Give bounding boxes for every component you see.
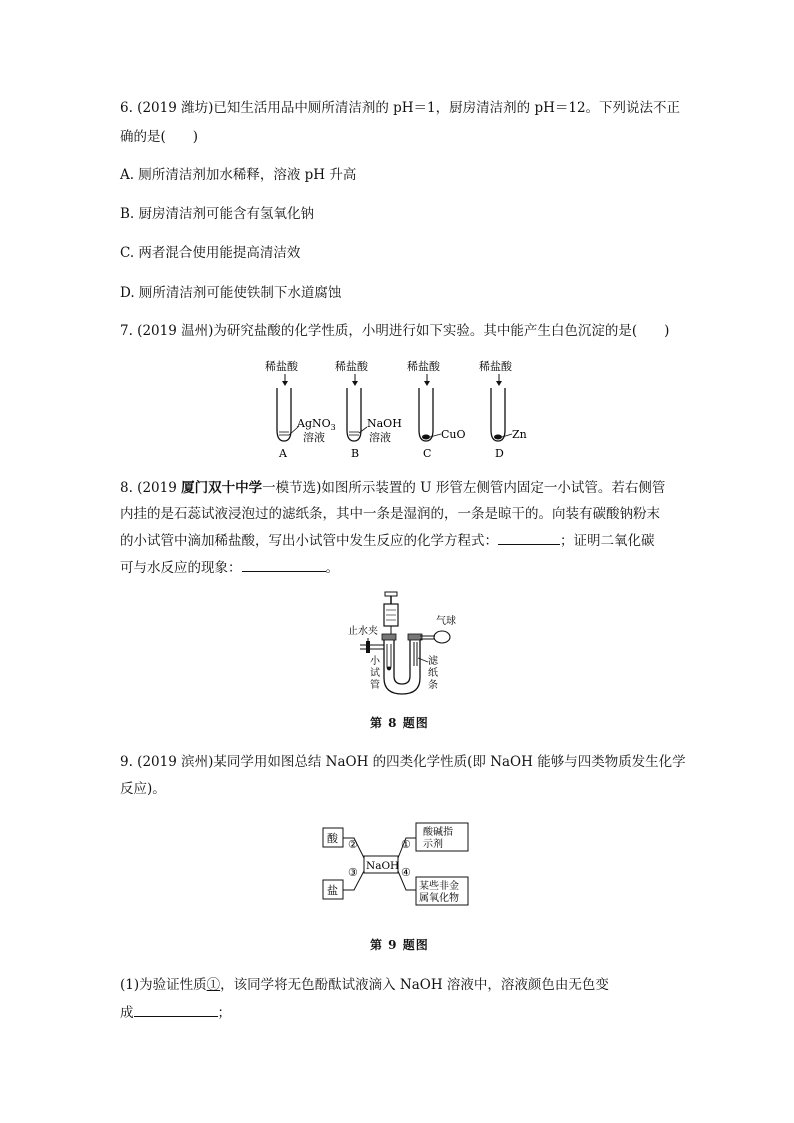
oxide-box-line1: 某些非金 — [419, 881, 459, 892]
tube-a-reagent: AgNO$_3$ — [297, 417, 336, 432]
small-tube-label-2: 试 — [370, 668, 380, 679]
q6-option-a: A. 厕所清洁剂加水稀释，溶液 pH 升高 — [120, 167, 357, 183]
q8-line3 — [120, 530, 655, 551]
q9-color-blank[interactable] — [134, 1002, 218, 1017]
q9-sub1-c: 成 — [120, 1005, 134, 1021]
property-num-1: ① — [401, 838, 411, 851]
property-num-4: ④ — [401, 866, 411, 879]
tube-d-letter: D — [495, 447, 504, 460]
tube-b-letter: B — [351, 447, 360, 460]
indicator-box-line2: 示剂 — [423, 839, 443, 850]
q8-school: 厦门双十中学 — [181, 480, 263, 496]
balloon-label: 气球 — [436, 616, 456, 627]
oxide-box-line2: 属氧化物 — [419, 893, 459, 904]
property-num-2: ② — [348, 838, 358, 851]
tube-b-acid-label: 稀盐酸 — [335, 360, 368, 373]
q6-option-c: C. 两者混合使用能提高清洁效 — [120, 245, 301, 261]
tube-d-reagent: Zn — [512, 428, 527, 441]
tube-d-acid-label: 稀盐酸 — [479, 360, 512, 373]
tube-a — [265, 359, 336, 460]
indicator-box-line1: 酸碱指 — [423, 827, 453, 838]
q9-line2: 反应)。 — [120, 781, 166, 797]
q8-u-tube-apparatus — [340, 590, 470, 700]
tube-b-reagent: NaOH — [367, 417, 402, 430]
q9-figure-caption: 第 9 题图 — [370, 938, 429, 952]
tube-a-letter: A — [279, 447, 287, 460]
q9-sub1-line2 — [120, 1002, 231, 1023]
small-tube-label-1: 小 — [370, 656, 380, 667]
q8-line3-b: ；证明二氧化碳 — [560, 533, 655, 549]
naoh-center-label: NaOH — [366, 860, 400, 872]
q9-sub1-b: ，该同学将无色酚酞试液滴入 NaOH 溶液中，溶液颜色由无色变 — [220, 977, 609, 993]
q8-line4-a: 可与水反应的现象： — [120, 560, 242, 576]
tube-b — [335, 359, 402, 460]
q8-line4 — [120, 557, 339, 578]
q7-stem: 7. (2019 温州)为研究盐酸的化学性质，小明进行如下实验。其中能产生白色沉淀的是( ) — [120, 323, 670, 339]
q6-stem-line2: 确的是( ) — [120, 129, 199, 145]
q9-sub1-line1 — [120, 975, 609, 995]
q6-option-d: D. 厕所清洁剂可能使铁制下水道腐蚀 — [120, 285, 342, 301]
salt-box-label: 盐 — [327, 884, 338, 897]
q8-phenomenon-blank[interactable] — [242, 557, 326, 572]
q8-line1 — [120, 478, 665, 498]
tube-c-reagent: CuO — [441, 428, 466, 441]
q9-sub1-circle: ① — [206, 977, 221, 993]
q8-figure-caption: 第 8 题图 — [370, 716, 429, 730]
property-num-3: ③ — [348, 866, 358, 879]
q9-naoh-diagram — [318, 818, 478, 913]
q9-sub1-a: (1)为验证性质 — [120, 977, 207, 993]
q9-sub1-d: ； — [217, 1005, 231, 1021]
tube-c — [407, 359, 466, 460]
tube-d — [479, 359, 527, 460]
tube-c-letter: C — [423, 447, 432, 460]
q8-line1-c: 一模节选)如图所示装置的 U 形管左侧管内固定一小试管。若右侧管 — [262, 480, 666, 496]
q6-stem-line1: 6. (2019 潍坊)已知生活用品中厕所清洁剂的 pH＝1，厨房清洁剂的 pH＝12。下列说法不正 — [120, 100, 681, 116]
q6-option-b: B. 厨房清洁剂可能含有氢氧化钠 — [120, 206, 315, 222]
acid-box-label: 酸 — [327, 832, 338, 845]
q7-test-tubes-figure — [255, 355, 545, 460]
small-tube-label-3: 管 — [370, 680, 380, 691]
filter-paper-label-1: 滤 — [428, 656, 438, 667]
q8-line3-a: 的小试管中滴加稀盐酸，写出小试管中发生反应的化学方程式： — [120, 533, 498, 549]
filter-paper-label-3: 条 — [428, 680, 438, 691]
clamp-label: 止水夹 — [348, 626, 378, 637]
q8-line1-a: 8. (2019 — [120, 480, 182, 496]
tube-a-acid-label: 稀盐酸 — [265, 360, 298, 373]
tube-b-reagent-solution: 溶液 — [369, 431, 391, 444]
q9-line1: 9. (2019 滨州)某同学用如图总结 NaOH 的四类化学性质(即 NaOH 能够与四类物质发生化学 — [120, 754, 686, 770]
q8-line2: 内挂的是石蕊试液浸泡过的滤纸条，其中一条是湿润的，一条是晾干的。向装有碳酸钠粉末 — [120, 506, 660, 522]
q8-equation-blank[interactable] — [498, 530, 560, 545]
filter-paper-label-2: 纸 — [428, 668, 438, 679]
q8-line4-b: 。 — [325, 560, 339, 576]
tube-c-acid-label: 稀盐酸 — [407, 360, 440, 373]
tube-a-reagent-solution: 溶液 — [303, 431, 325, 444]
